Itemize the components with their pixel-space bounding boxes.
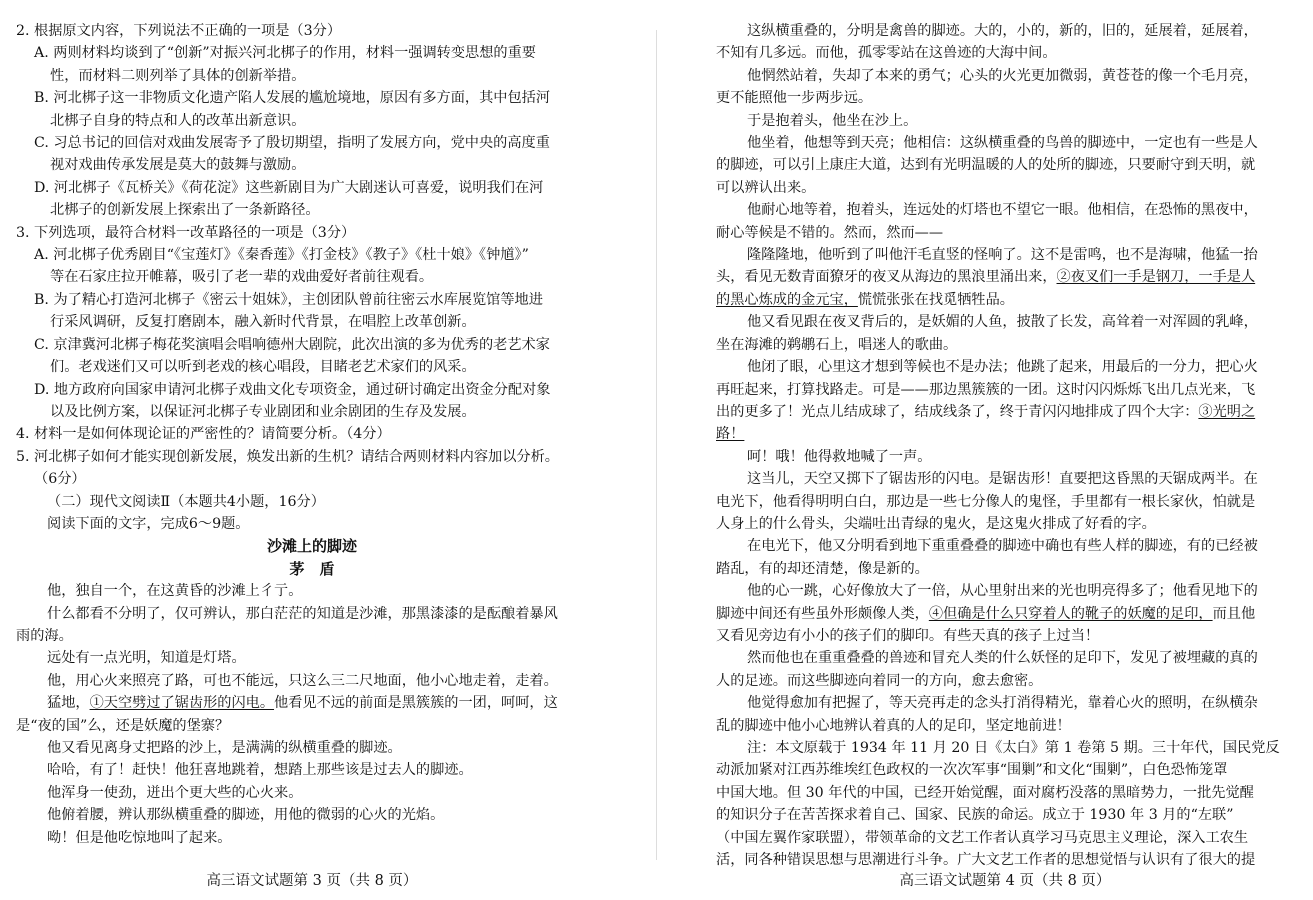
story-paragraph-cont: 乱的脚迹中他小心地辨认着真的人的足印，坚定地前进！ [716, 717, 1071, 734]
story-paragraph: 他浑身一使劲，迸出个更大些的心火来。 [47, 784, 303, 801]
story-paragraph-cont: 人的足迹。而这些脚迹向着同一的方向，愈去愈密。 [716, 672, 1043, 689]
story-paragraph-cont: 的脚迹，可以引上康庄大道，达到有光明温暖的人的处所的脚迹，只要耐守到天明，就 [716, 157, 1256, 174]
page-4 [716, 20, 1294, 900]
underlined-sentence-1: ①天空劈过了锯齿形的闪电。 [89, 695, 275, 712]
story-paragraph-cont [716, 423, 1294, 445]
note-paragraph-cont: 动派加紧对江西苏维埃红色政权的一次次军事“围剿”和文化“围剿”，白色恐怖笼罩 [716, 762, 1228, 779]
section-heading: （二）现代文阅读Ⅱ（本题共4小题，16分） [47, 493, 325, 510]
q3-option-b: B. 为了精心打造河北梆子《密云十姐妹》，主创团队曾前往密云水库展览馆等地进 [34, 291, 543, 308]
story-paragraph: 他坐着，他想等到天亮；他相信：这纵横重叠的鸟兽的脚迹中，一定也有一些是人 [747, 135, 1258, 152]
question-5: 5. 河北梆子如何才能实现创新发展，焕发出新的生机？请结合两则材料内容加以分析。 [16, 448, 559, 465]
story-paragraph: 他惘然站着，失却了本来的勇气；心头的火光更加微弱，黄苍苍的像一个毛月亮， [747, 67, 1258, 84]
q3-option-c-cont: 们。老戏迷们又可以听到老戏的核心唱段，目睹老艺术家们的风采。 [50, 359, 476, 376]
note-paragraph-cont: （中国左翼作家联盟），带领革命的文艺工作者认真学习马克思主义理论，深入工农生 [716, 829, 1249, 846]
question-3-stem: 3. 下列选项，最符合材料一改革路径的一项是（3分） [16, 224, 356, 241]
question-4: 4. 材料一是如何体现论证的严密性的？请简要分析。（4分） [16, 426, 391, 443]
story-paragraph: 他又看见跟在夜叉背后的，是妖媚的人鱼，披散了长发，高耸着一对浑圆的乳峰， [747, 314, 1258, 331]
reading-instruction: 阅读下面的文字，完成6～9题。 [47, 515, 250, 532]
q3-option-b-cont: 行采风调研，反复打磨剧本，融入新时代背景，在唱腔上改革创新。 [50, 314, 476, 331]
story-paragraph-cont: 再旺起来，打算找路走。可是——那边黑簇簇的一团。这时闪闪烁烁飞出几点光来，飞 [716, 381, 1256, 398]
story-paragraph: 什么都看不分明了，仅可辨认，那白茫茫的知道是沙滩，那黑漆漆的是酝酿着暴风 [47, 605, 558, 622]
story-paragraph-cont: 坐在海滩的鹈鹕石上，唱迷人的歌曲。 [716, 336, 958, 353]
story-title: 沙滩上的脚迹 [266, 537, 357, 556]
q2-option-d-cont: 北梆子的创新发展上探索出了一条新路径。 [50, 202, 320, 219]
page-footer: 高三语文试题第 3 页（共 8 页） [206, 873, 418, 889]
story-paragraph-cont [716, 401, 1294, 423]
note-paragraph: 注：本文原载于 1934 年 11 月 20 日《太白》第 1 卷第 5 期。三十年代，国民党反 [747, 740, 1280, 756]
note-paragraph-cont: 的知识分子在苦苦探求着自己、国家、民族的命运。成立于 1930 年 3 月的“左联” [716, 807, 1234, 824]
story-paragraph-cont [716, 266, 1294, 288]
text-span: 头，看见无数青面獠牙的夜叉从海边的黑浪里涌出来， [716, 269, 1057, 286]
q2-option-b-cont: 北梆子自身的特点和人的改革出新意识。 [50, 112, 306, 129]
story-paragraph: 然而他也在重重叠叠的兽迹和冒充人类的什么妖怪的足印下，发见了被埋藏的真的 [747, 650, 1258, 667]
story-paragraph: 隆隆隆地，他听到了叫他汗毛直竖的怪响了。这不是雷鸣，也不是海啸，他猛一抬 [747, 247, 1258, 264]
q2-option-b: B. 河北梆子这一非物质文化遗产陷人发展的尴尬境地，原因有多方面，其中包括河 [34, 90, 551, 107]
story-paragraph: 在电光下，他又分明看到地下重重叠叠的脚迹中确也有些人样的脚迹，有的已经被 [747, 538, 1258, 555]
q2-option-d: D. 河北梆子《瓦桥关》《荷花淀》这些新剧目为广大剧迷认可喜爱，说明我们在河 [34, 179, 544, 196]
page-3 [16, 20, 608, 900]
story-paragraph: 他闭了眼，心里这才想到等候也不是办法；他跳了起来，用最后的一分力，把心火 [747, 359, 1258, 376]
story-paragraph: 这当儿，天空又掷下了锯齿形的闪电。是锯齿形！直要把这昏黑的天锯成两半。在 [747, 471, 1258, 488]
story-paragraph: 于是抱着头，他坐在沙上。 [747, 112, 918, 129]
story-paragraph: 这纵横重叠的，分明是禽兽的脚迹。大的，小的，新的，旧的，延展着，延展着， [747, 23, 1258, 39]
story-paragraph: 他耐心地等着，抱着头，连远处的灯塔也不望它一眼。他相信，在恐怖的黑夜中， [747, 202, 1258, 219]
story-paragraph: 呵！哦！他得救地喊了一声。 [747, 448, 932, 465]
underlined-sentence-2: ②夜叉们一手是钢刀，一手是人 [1056, 269, 1256, 286]
question-2-stem: 2. 根据原文内容，下列说法不正确的一项是（3分） [16, 23, 342, 39]
story-paragraph-cont: 又看见旁边有小小的孩子们的脚印。有些天真的孩子上过当！ [716, 627, 1100, 644]
note-paragraph-cont: 中国大地。但 30 年代的中国，已经开始觉醒，面对腐朽没落的黑暗势力，一批先觉醒 [716, 784, 1254, 801]
story-paragraph: 他觉得愈加有把握了，等天亮再走的念头打消得精光，靠着心火的照明，在纵横杂 [747, 695, 1258, 712]
story-paragraph-cont [716, 289, 1294, 311]
q2-option-c-cont: 视对戏曲传承发展是莫大的鼓舞与激励。 [50, 157, 306, 174]
text-span: 他看见不远的前面是黑簇簇的一团，呵呵，这 [274, 695, 558, 712]
q3-option-a: A. 河北梆子优秀剧目“《宝莲灯》《秦香莲》《打金枝》《教子》《杜十娘》《钟馗》” [34, 247, 529, 264]
story-paragraph: 他俯着腰，辨认那纵横重叠的脚迹，用他的微弱的心火的光焰。 [47, 807, 445, 824]
story-paragraph: 远处有一点光明，知道是灯塔。 [47, 650, 246, 667]
q2-option-a: A. 两则材料均谈到了“创新”对振兴河北梆子的作用，材料一强调转变思想的重要 [34, 45, 536, 62]
story-paragraph: 他，独自一个，在这黄昏的沙滩上彳亍。 [47, 583, 303, 600]
note-paragraph-cont: 活，同各种错误思想与思潮进行斗争。广大文艺工作者的思想觉悟与认识有了很大的提 [716, 852, 1256, 869]
story-paragraph-cont: 是“夜的国”么，还是妖魔的堡寨？ [16, 717, 230, 734]
q3-option-d-cont: 以及比例方案，以保证河北梆子专业剧团和业余剧团的生存及发展。 [50, 403, 476, 420]
story-paragraph: 他的心一跳，心好像放大了一倍，从心里射出来的光也明亮得多了；他看见地下的 [747, 583, 1258, 600]
page-footer: 高三语文试题第 4 页（共 8 页） [899, 873, 1111, 889]
q3-option-a-cont: 等在石家庄拉开帷幕，吸引了老一辈的戏曲爱好者前往观看。 [50, 269, 434, 286]
story-paragraph-cont: 人身上的什么骨头，尖端吐出青绿的鬼火，是这鬼火排成了好看的字。 [716, 515, 1156, 532]
story-paragraph-cont: 雨的海。 [16, 627, 73, 644]
story-paragraph-cont: 电光下，他看得明明白白，那边是一些七分像人的鬼怪，手里都有一根长家伙，怕就是 [716, 493, 1256, 510]
text-span: 脚迹中间还有些虽外形颇像人类， [716, 605, 929, 622]
story-paragraph [16, 692, 608, 714]
underlined-sentence-3-cont: 路！ [716, 426, 745, 443]
underlined-sentence-4: ④但确是什么只穿着人的靴子的妖魔的足印， [928, 605, 1213, 622]
question-5-score: （6分） [34, 471, 86, 488]
underlined-sentence-3: ③光明之 [1198, 403, 1256, 420]
story-paragraph-cont: 不知有几多远。而他，孤零零站在这兽迹的大海中间。 [716, 45, 1057, 62]
q3-option-c: C. 京津冀河北梆子梅花奖演唱会唱响德州大剧院，此次出演的多为优秀的老艺术家 [34, 336, 550, 353]
story-paragraph-cont: 踏乱，有的却还清楚，像是新的。 [716, 560, 929, 577]
q2-option-c: C. 习总书记的回信对戏曲发展寄予了殷切期望，指明了发展方向，党中央的高度重 [34, 135, 550, 152]
story-paragraph: 他，用心火来照亮了路，可也不能远，只这么三二尺地面，他小心地走着，走着。 [47, 672, 558, 689]
text-span: 慌慌张张在找觅牺牲品。 [857, 291, 1014, 308]
underlined-sentence-2-cont: 的黑心炼成的金元宝， [716, 291, 858, 308]
q3-option-d: D. 地方政府向国家申请河北梆子戏曲文化专项资金，通过研讨确定出资金分配对象 [34, 381, 551, 398]
story-author: 茅 盾 [289, 559, 335, 578]
story-paragraph: 呦！但是他吃惊地叫了起来。 [47, 829, 232, 846]
story-paragraph-cont [716, 603, 1294, 625]
q2-option-a-cont: 性，而材料二则列举了具体的创新举措。 [50, 67, 306, 84]
story-paragraph-cont: 耐心等候是不错的。然而，然而—— [716, 224, 944, 241]
story-paragraph-cont: 可以辨认出来。 [716, 179, 816, 196]
story-paragraph: 他又看见离身丈把路的沙上，是满满的纵横重叠的脚迹。 [47, 740, 402, 756]
story-paragraph-cont: 更不能照他一步两步远。 [716, 90, 873, 107]
text-span: 出的更多了！光点儿结成球了，结成线条了，终于青闪闪地排成了四个大字： [716, 403, 1199, 420]
text-span: 猛地， [47, 695, 90, 712]
story-paragraph: 哈哈，有了！赶快！他狂喜地跳着，想踏上那些该是过去人的脚迹。 [47, 762, 473, 779]
text-span: 而且他 [1212, 605, 1256, 622]
page-divider [656, 30, 657, 860]
